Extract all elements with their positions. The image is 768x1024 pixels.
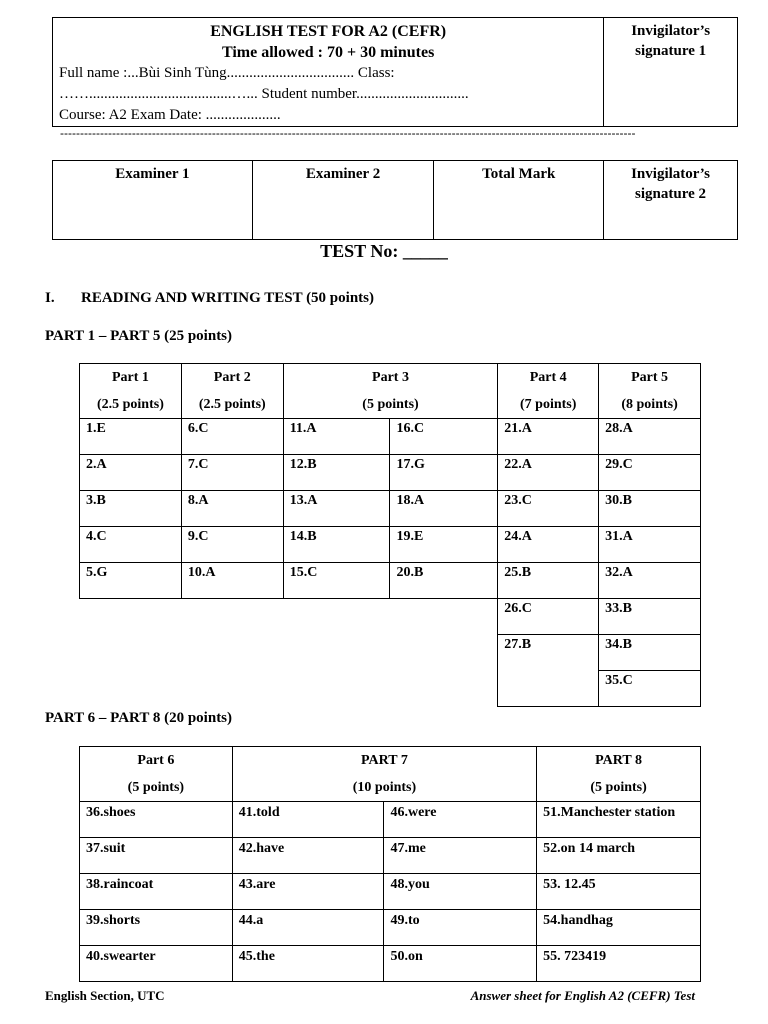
table-header-part-2 xyxy=(181,364,283,419)
answer-cell: 33.B xyxy=(599,599,701,635)
answer-cell: 15.C xyxy=(283,563,390,599)
table-header-part-7 xyxy=(232,747,536,802)
table-header-part-6 xyxy=(80,747,233,802)
part-6-8-title: PART 6 – PART 8 (20 points) xyxy=(45,710,233,726)
answer-cell: 48.you xyxy=(384,874,537,910)
answer-cell: 18.A xyxy=(390,491,498,527)
answer-cell: 52.on 14 march xyxy=(537,838,701,874)
answer-cell: 40.swearter xyxy=(80,946,233,982)
footer-right: Answer sheet for English A2 (CEFR) Test xyxy=(470,988,695,1003)
answer-cell: 55. 723419 xyxy=(537,946,701,982)
answer-cell: 49.to xyxy=(384,910,537,946)
student-info-cell xyxy=(53,18,604,127)
header-points: (7 points) xyxy=(520,397,577,412)
course-exam-date-field[interactable]: Course: A2 Exam Date: .................... xyxy=(59,107,281,123)
answer-cell: 7.C xyxy=(181,455,283,491)
student-info-box xyxy=(52,17,738,127)
table-row xyxy=(80,874,701,910)
table-row xyxy=(80,455,701,491)
header-name: PART 8 xyxy=(595,753,642,768)
invigilator-signature-1[interactable] xyxy=(604,18,738,127)
header-name: Part 3 xyxy=(372,370,409,385)
total-mark-label: Total Mark xyxy=(482,166,556,182)
answer-cell: 28.A xyxy=(599,419,701,455)
answer-cell: 34.B xyxy=(599,635,701,671)
answer-cell: 22.A xyxy=(498,455,599,491)
header-points: (2.5 points) xyxy=(96,397,164,412)
answer-cell: 41.told xyxy=(232,802,384,838)
answer-cell: 42.have xyxy=(232,838,384,874)
answer-cell: 17.G xyxy=(390,455,498,491)
invigilator-signature-2-label: Invigilator’s signature 2 xyxy=(631,166,710,202)
part-1-5-title: PART 1 – PART 5 (25 points) xyxy=(45,328,233,344)
answer-cell: 13.A xyxy=(283,491,390,527)
table-row xyxy=(80,419,701,455)
answer-cell: 6.C xyxy=(181,419,283,455)
header-points: (10 points) xyxy=(352,780,417,795)
answer-cell: 20.B xyxy=(390,563,498,599)
answers-table-part-1-5 xyxy=(79,363,701,707)
header-points: (5 points) xyxy=(362,397,419,412)
table-row xyxy=(80,838,701,874)
marks-box xyxy=(52,160,738,240)
answer-cell: 53. 12.45 xyxy=(537,874,701,910)
answer-cell: 12.B xyxy=(283,455,390,491)
header-points: (8 points) xyxy=(621,397,678,412)
footer-left: English Section, UTC xyxy=(45,988,165,1003)
table-row xyxy=(80,910,701,946)
answer-cell: 21.A xyxy=(498,419,599,455)
answer-cell: 23.C xyxy=(498,491,599,527)
examiner-2-cell[interactable] xyxy=(252,161,434,240)
header-name: Part 4 xyxy=(529,370,567,385)
header-name: Part 6 xyxy=(137,753,175,768)
examiner-2-label: Examiner 2 xyxy=(305,166,381,182)
answer-cell: 10.A xyxy=(181,563,283,599)
table-row xyxy=(80,527,701,563)
table-header-part-1 xyxy=(80,364,182,419)
answer-cell: 45.the xyxy=(232,946,384,982)
answer-cell: 29.C xyxy=(599,455,701,491)
answer-cell: 31.A xyxy=(599,527,701,563)
answers-table-part-6-8 xyxy=(79,746,701,982)
answer-cell: 54.handhag xyxy=(537,910,701,946)
answer-cell: 3.B xyxy=(80,491,182,527)
answer-cell: 35.C xyxy=(599,671,701,707)
section-title: READING AND WRITING TEST (50 points) xyxy=(81,290,374,306)
examiner-1-cell[interactable] xyxy=(53,161,253,240)
student-number-field[interactable]: ……......................................…... Student number.............................. xyxy=(59,86,469,102)
test-number: TEST No: _____ xyxy=(320,241,448,261)
answer-cell: 24.A xyxy=(498,527,599,563)
table-header-part-8 xyxy=(537,747,701,802)
answer-cell: 25.B xyxy=(498,563,599,599)
answer-cell: 27.B xyxy=(498,635,599,707)
answer-cell: 16.C xyxy=(390,419,498,455)
header-name: Part 1 xyxy=(111,370,149,385)
answer-cell: 30.B xyxy=(599,491,701,527)
table-row xyxy=(80,491,701,527)
answer-cell: 36.shoes xyxy=(80,802,233,838)
answer-cell: 32.A xyxy=(599,563,701,599)
answer-cell: 37.suit xyxy=(80,838,233,874)
table-header-part-5 xyxy=(599,364,701,419)
table-row xyxy=(80,563,701,599)
answer-cell: 47.me xyxy=(384,838,537,874)
empty-cell xyxy=(80,599,498,635)
answer-cell: 4.C xyxy=(80,527,182,563)
table-row xyxy=(80,946,701,982)
answer-cell: 43.are xyxy=(232,874,384,910)
table-header-part-4 xyxy=(498,364,599,419)
table-row xyxy=(80,802,701,838)
header-points: (2.5 points) xyxy=(198,397,266,412)
empty-cell xyxy=(80,635,498,671)
header-points: (5 points) xyxy=(127,780,185,795)
examiner-1-label: Examiner 1 xyxy=(115,166,190,182)
table-header-part-3 xyxy=(283,364,498,419)
test-title: ENGLISH TEST FOR A2 (CEFR) xyxy=(210,23,447,40)
table-row xyxy=(80,635,701,671)
cut-line: ------------------------------------------------------------------------------------------------------------------------------------------------ xyxy=(60,126,636,140)
answer-cell: 5.G xyxy=(80,563,182,599)
answer-cell: 51.Manchester station xyxy=(537,802,701,838)
total-mark-cell[interactable] xyxy=(434,161,604,240)
answer-cell: 11.A xyxy=(283,419,390,455)
section-number: I. xyxy=(45,290,55,306)
full-name-field[interactable]: Full name :...Bùi Sinh Tùng.................................. Class: xyxy=(59,65,395,81)
answer-cell: 39.shorts xyxy=(80,910,233,946)
invigilator-signature-1-label: Invigilator’s signature 1 xyxy=(631,23,711,59)
answer-cell: 46.were xyxy=(384,802,537,838)
table-row xyxy=(80,599,701,635)
invigilator-signature-2-cell[interactable] xyxy=(604,161,738,240)
header-name: Part 5 xyxy=(631,370,669,385)
answer-cell: 2.A xyxy=(80,455,182,491)
time-allowed: Time allowed : 70 + 30 minutes xyxy=(221,44,435,61)
answer-cell: 14.B xyxy=(283,527,390,563)
answer-cell: 8.A xyxy=(181,491,283,527)
answer-cell: 1.E xyxy=(80,419,182,455)
answer-cell: 50.on xyxy=(384,946,537,982)
answer-cell: 38.raincoat xyxy=(80,874,233,910)
header-name: PART 7 xyxy=(361,753,408,768)
answer-cell: 19.E xyxy=(390,527,498,563)
header-points: (5 points) xyxy=(590,780,647,795)
answer-cell: 44.a xyxy=(232,910,384,946)
empty-cell xyxy=(80,671,498,707)
answer-cell: 9.C xyxy=(181,527,283,563)
table-row xyxy=(80,671,701,707)
answer-cell: 26.C xyxy=(498,599,599,635)
header-name: Part 2 xyxy=(213,370,251,385)
